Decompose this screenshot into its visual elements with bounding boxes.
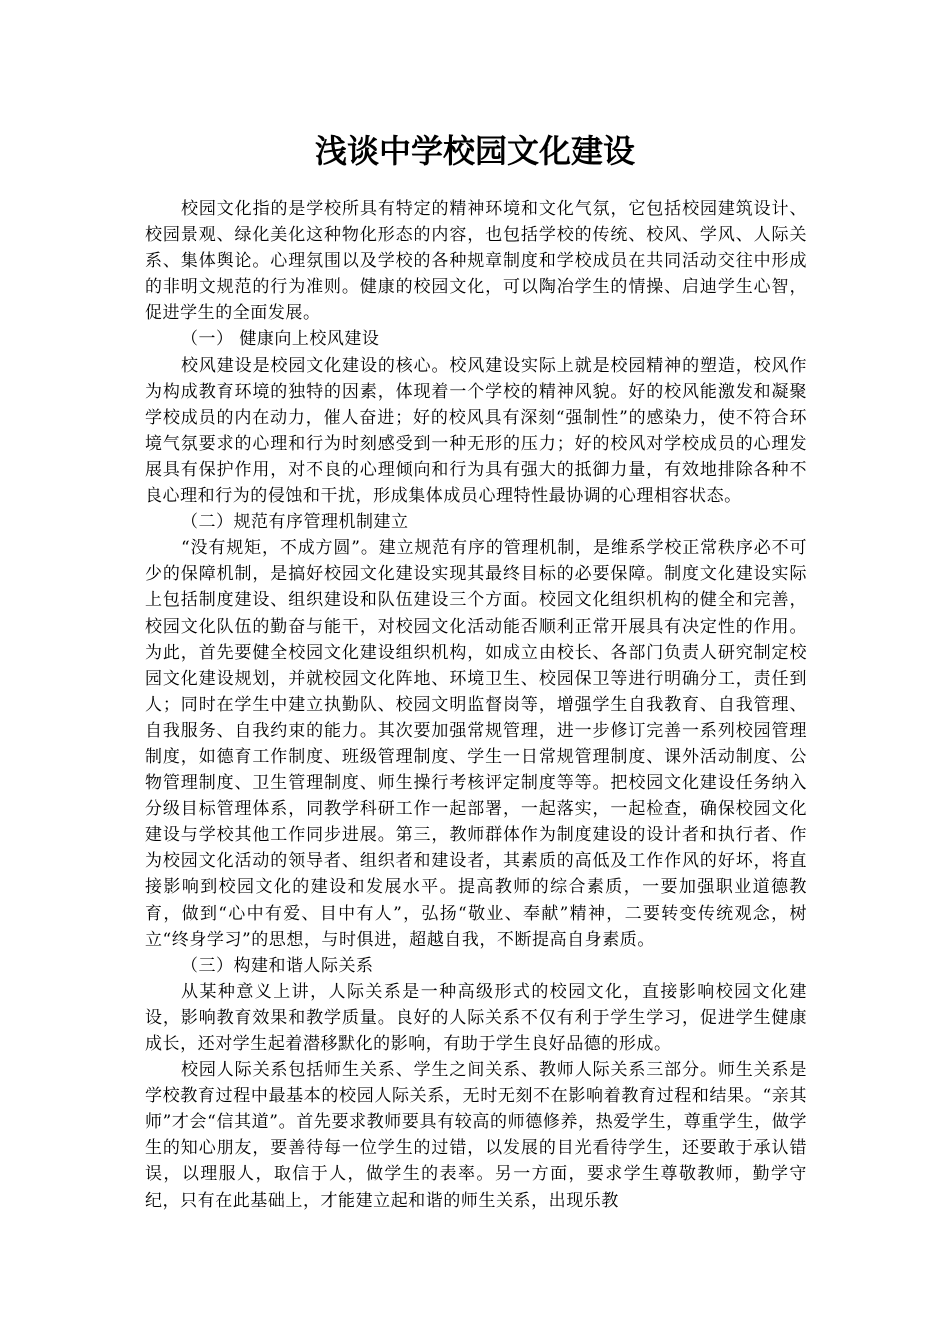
paragraph-intro: 校园文化指的是学校所具有特定的精神环境和文化气氛，它包括校园建筑设计、校园景观、绿化美化这种物化形态的内容，也包括学校的传统、校风、学风、人际关系、集体舆论。心理氛围以及学校的各种规章制度和学校成员在共同活动交往中形成的非明文规范的行为准则。健康的校园文化，可以陶冶学生的情操、启迪学生心智，促进学生的全面发展。 bbox=[145, 199, 807, 324]
paragraph-school-spirit: 校风建设是校园文化建设的核心。校风建设实际上就是校园精神的塑造，校风作为构成教育环境的独特的因素，体现着一个学校的精神风貌。好的校风能激发和凝聚学校成员的内在动力，催人奋进；好的校风具有深刻“强制性”的感染力，使不符合环境气氛要求的心理和行为时刻感受到一种无形的压力；好的校风对学校成员的心理发展具有保护作用，对不良的心理倾向和行为具有强大的抵御力量，有效地排除各种不良心理和行为的侵蚀和干扰，形成集体成员心理特性最协调的心理相容状态。 bbox=[145, 355, 807, 507]
section-heading-3: （三）构建和谐人际关系 bbox=[181, 955, 374, 976]
document-body bbox=[145, 196, 807, 1214]
document-title: 浅谈中学校园文化建设 bbox=[314, 132, 635, 170]
paragraph-relations-detail: 校园人际关系包括师生关系、学生之间关系、教师人际关系三部分。师生关系是学校教育过程中最基本的校园人际关系，无时无刻不在影响着教育过程和结果。“亲其师”才会“信其道”。首先要求教师要具有较高的师德修养，热爱学生，尊重学生，做学生的知心朋友，要善待每一位学生的过错，以发展的目光看待学生，还要敢于承认错误，以理服人，取信于人，做学生的表率。另一方面，要求学生尊敬教师，勤学守纪，只有在此基础上，才能建立起和谐的师生关系，出现乐教 bbox=[145, 1060, 807, 1211]
section-heading-1: （一） 健康向上校风建设 bbox=[181, 329, 380, 350]
paragraph-management: “没有规矩，不成方圆”。建立规范有序的管理机制，是维系学校正常秩序必不可少的保障机制，是搞好校园文化建设实现其最终目标的必要保障。制度文化建设实际上包括制度建设、组织建设和队伍建设三个方面。校园文化组织机构的健全和完善，校园文化队伍的勤奋与能干，对校园文化活动能否顺利正常开展具有决定性的作用。为此，首先要健全校园文化建设组织机构，如成立由校长、各部门负责人研究制定校园文化建设规划，并就校园文化阵地、环境卫生、校园保卫等进行明确分工，责任到人；同时在学生中建立执勤队、校园文明监督岗等，增强学生自我教育、自我管理、自我服务、自我约束的能力。其次要加强常规管理，进一步修订完善一系列校园管理制度，如德育工作制度、班级管理制度、学生一日常规管理制度、课外活动制度、公物管理制度、卫生管理制度、师生操行考核评定制度等等。把校园文化建设任务纳入分级目标管理体系，同教学科研工作一起部署，一起落实，一起检查，确保校园文化建设与学校其他工作同步进展。第三，教师群体作为制度建设的设计者和执行者、作为校园文化活动的领导者、组织者和建设者，其素质的高低及工作作风的好坏，将直接影响到校园文化的建设和发展水平。提高教师的综合素质，一要加强职业道德教育，做到“心中有爱、目中有人”，弘扬“敬业、奉献”精神，二要转变传统观念，树立“终身学习”的思想，与时俱进，超越自我，不断提高自身素质。 bbox=[145, 538, 807, 950]
paragraph-relations-intro: 从某种意义上讲，人际关系是一种高级形式的校园文化，直接影响校园文化建设，影响教育效果和教学质量。良好的人际关系不仅有利于学生学习，促进学生健康成长，还对学生起着潜移默化的影响，有助于学生良好品德的形成。 bbox=[145, 981, 807, 1054]
section-heading-2: （二）规范有序管理机制建立 bbox=[181, 512, 409, 533]
